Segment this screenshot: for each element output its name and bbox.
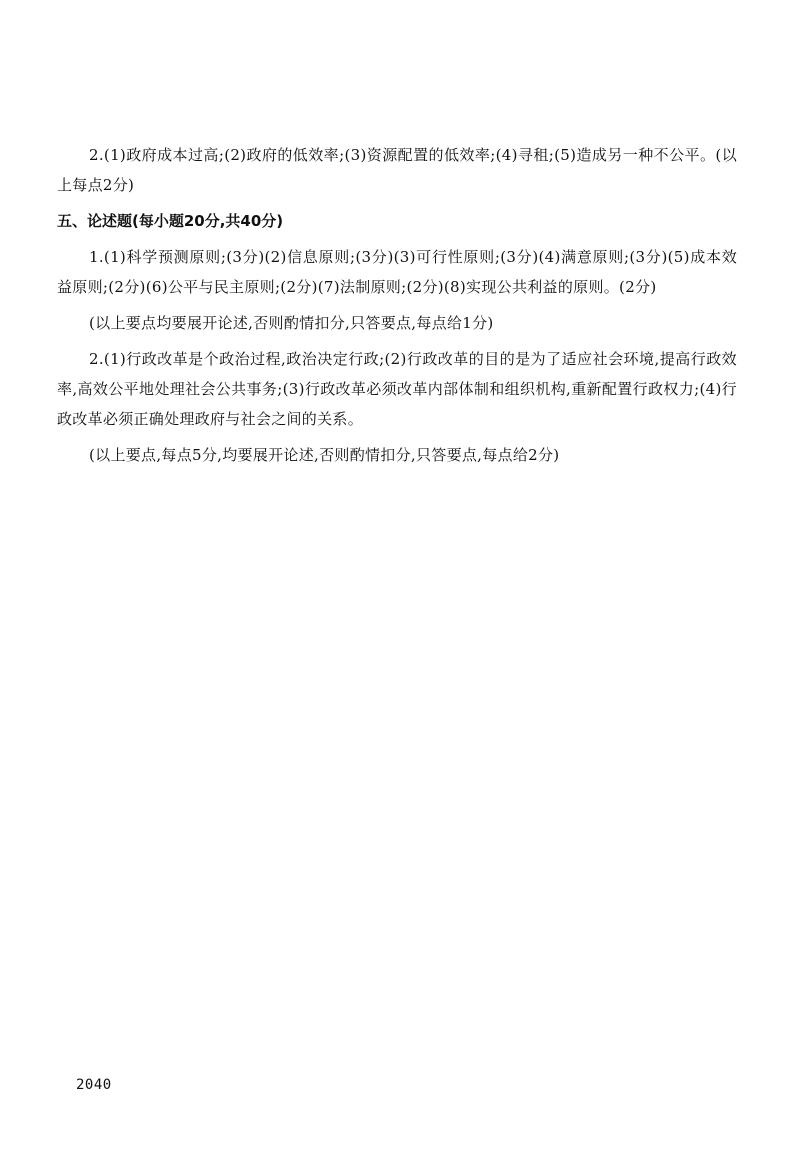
scoring-note-q5-1: (以上要点均要展开论述,否则酌情扣分,只答要点,每点给1分) — [89, 314, 494, 332]
section-five-heading: 五、论述题(每小题20分,共40分) — [57, 212, 284, 230]
answer-q4-2: 2.(1)政府成本过高;(2)政府的低效率;(3)资源配置的低效率;(4)寻租;(5)造成另一种不公平。(以上每点2分) — [57, 146, 737, 194]
answer-q5-2: 2.(1)行政改革是个政治过程,政治决定行政;(2)行政改革的目的是为了适应社会环境,提高行政效率,高效公平地处理社会公共事务;(3)行政改革必须改革内部体制和组织机构,重新配置行政权力;(4)行政改革必须正确处理政府与社会之间的关系。 — [57, 350, 737, 428]
answer-q5-1: 1.(1)科学预测原则;(3分)(2)信息原则;(3分)(3)可行性原则;(3分)(4)满意原则;(3分)(5)成本效益原则;(2分)(6)公平与民主原则;(2分)(7)法制原则;(2分)(8)实现公共利益的原则。(2分) — [57, 248, 737, 296]
scoring-note-q5-2: (以上要点,每点5分,均要展开论述,否则酌情扣分,只答要点,每点给2分) — [89, 446, 560, 464]
page-content — [57, 140, 737, 476]
page-number: 2040 — [76, 1077, 112, 1093]
